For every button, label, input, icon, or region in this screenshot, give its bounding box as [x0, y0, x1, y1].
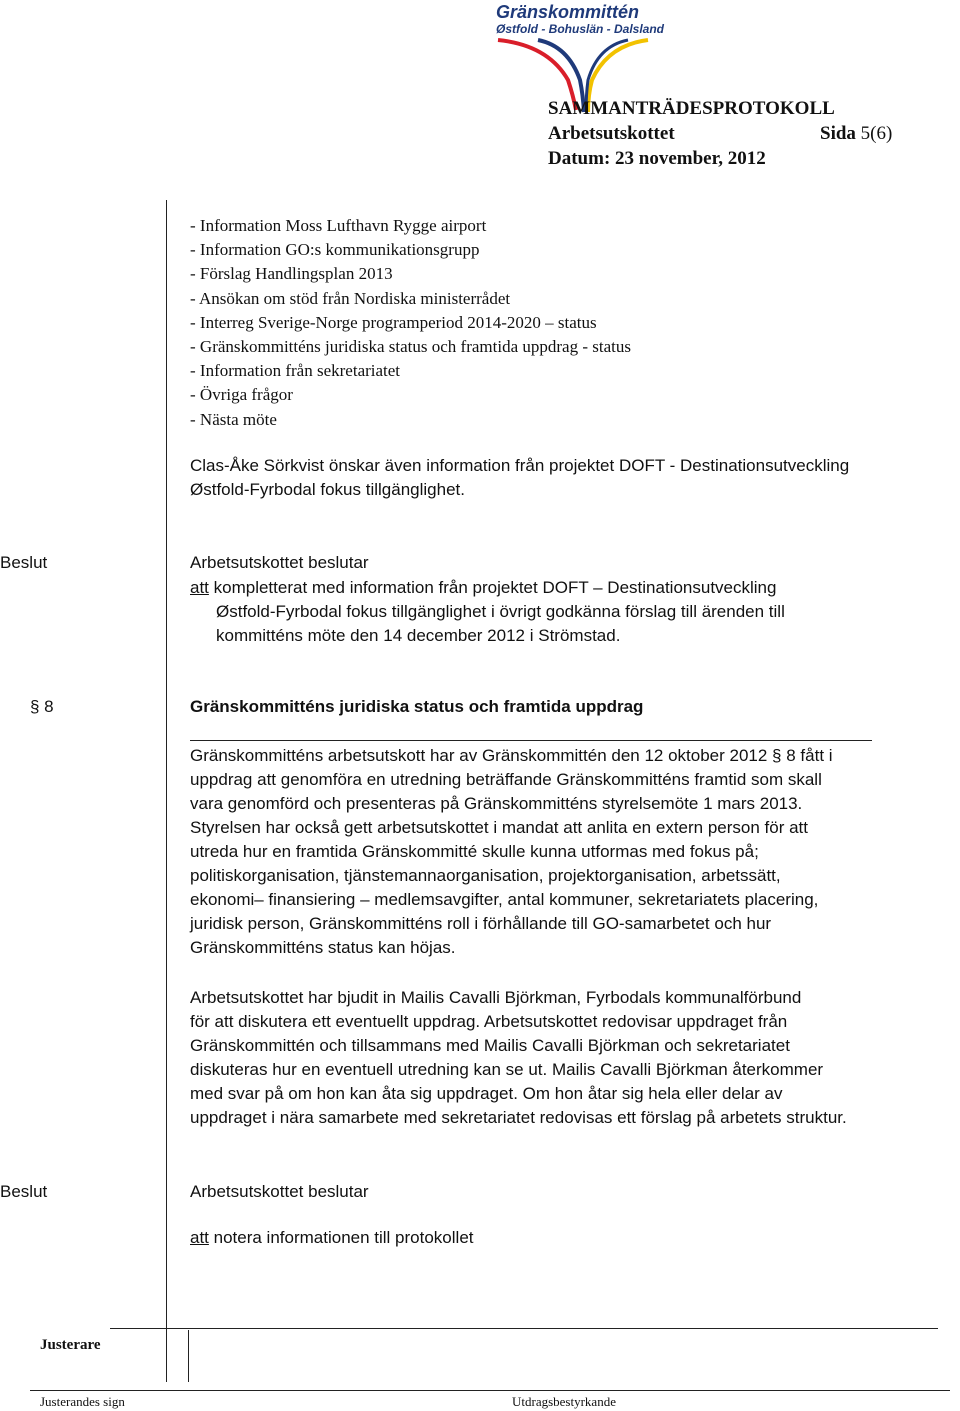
decision-line: kompletterat med information från projektet DOFT – Destinationsutveckling	[208, 578, 777, 597]
decision-label: Beslut	[0, 553, 48, 572]
meeting-date: Datum: 23 november, 2012	[548, 148, 766, 169]
decision-text	[190, 1226, 474, 1250]
decision-line: Østfold-Fyrbodal fokus tillgänglighet i övrigt godkänna förslag till ärenden till	[216, 602, 785, 621]
att-keyword: att	[190, 1228, 209, 1247]
note-line: Clas-Åke Sörkvist önskar även information från projektet DOFT - Destinationsutveckling	[190, 456, 850, 475]
section-title-rule	[190, 740, 872, 741]
section-paragraph	[190, 744, 833, 960]
paragraph-line: vara genomförd och presenteras på Gränskommitténs styrelsemöte 1 mars 2013.	[190, 794, 803, 813]
agenda-item: - Information från sekretariatet	[190, 361, 401, 381]
logo-subtitle: Østfold - Bohuslän - Dalsland	[496, 22, 665, 36]
footer-justerare: Justerare	[40, 1337, 101, 1353]
agenda-item: - Förslag Handlingsplan 2013	[190, 264, 393, 284]
agenda-item: - Information Moss Lufthavn Rygge airport	[190, 216, 487, 235]
page-indicator	[820, 123, 892, 145]
paragraph-line: Gränskommittén och tillsammans med Mailis Cavalli Björkman och sekretariatet	[190, 1036, 790, 1055]
paragraph-line: Arbetsutskottet har bjudit in Mailis Cavalli Björkman, Fyrbodals kommunalförbund	[190, 988, 802, 1007]
paragraph-line: med svar på om hon kan åta sig uppdraget. Om hon åtar sig hela eller delar av	[190, 1084, 783, 1103]
logo-title: Gränskommittén	[496, 2, 640, 22]
decision-label: Beslut	[0, 1182, 48, 1201]
agenda-item: - Nästa möte	[190, 409, 277, 429]
agenda-item: - Ansökan om stöd från Nordiska ministerrådet	[190, 288, 511, 308]
paragraph-line: uppdraget i nära samarbete med sekretariatet redovisas ett förslag på arbetets struktur.	[190, 1108, 847, 1127]
paragraph-line: uppdrag att genomföra en utredning beträffande Gränskommitténs framtid som skall	[190, 770, 822, 789]
page-label: Sida	[820, 123, 856, 144]
paragraph-line: politiskorganisation, tjänstemannaorganisation, projektorganisation, arbetssätt,	[190, 866, 781, 885]
paragraph-line: Gränskommitténs arbetsutskott har av Gränskommittén den 12 oktober 2012 § 8 fått i	[190, 746, 833, 765]
paragraph-line: ekonomi– finansiering – medlemsavgifter, antal kommuner, sekretariatets placering,	[190, 890, 819, 909]
section-number: § 8	[30, 697, 54, 716]
footer-bottom-rule	[30, 1390, 950, 1391]
paragraph-line: Styrelsen har också gett arbetsutskottet i mandat att anlita en extern person för att	[190, 818, 809, 837]
decision-intro: Arbetsutskottet beslutar	[190, 553, 369, 572]
note-line: Østfold-Fyrbodal fokus tillgänglighet.	[190, 480, 465, 499]
paragraph-line: diskuteras hur en eventuell utredning kan se ut. Mailis Cavalli Björkman återkommer	[190, 1060, 824, 1079]
footer-utdragsbestyrkande: Utdragsbestyrkande	[512, 1394, 616, 1409]
decision-intro: Arbetsutskottet beslutar	[190, 1182, 369, 1201]
paragraph-line: för att diskutera ett eventuellt uppdrag. Arbetsutskottet redovisar uppdraget från	[190, 1012, 788, 1031]
page-number: 5(6)	[860, 123, 893, 144]
committee-name: Arbetsutskottet	[548, 123, 675, 144]
decision-text	[190, 576, 776, 600]
att-keyword: att	[190, 578, 209, 597]
agenda-item: - Övriga frågor	[190, 385, 293, 405]
paragraph-line: juridisk person, Gränskommitténs roll i förhållande till GO-samarbetet och hur	[190, 914, 772, 933]
agenda-item: - Interreg Sverige-Norge programperiod 2014-2020 – status	[190, 312, 597, 332]
decision-line: kommitténs möte den 14 december 2012 i Strömstad.	[216, 626, 621, 645]
document-type: SAMMANTRÄDESPROTOKOLL	[548, 98, 835, 119]
footer-signature-divider	[188, 1330, 189, 1382]
footer-top-rule	[110, 1328, 938, 1329]
agenda-item: - Information GO:s kommunikationsgrupp	[190, 240, 480, 260]
paragraph-line: Gränskommitténs status kan höjas.	[190, 938, 456, 957]
section-title: Gränskommitténs juridiska status och framtida uppdrag	[190, 697, 644, 716]
paragraph-line: utreda hur en framtida Gränskommitté skulle kunna utformas med fokus på;	[190, 842, 759, 861]
decision-line: notera informationen till protokollet	[208, 1228, 474, 1247]
margin-divider-line	[166, 200, 167, 1382]
agenda-item: - Gränskommitténs juridiska status och framtida uppdrag - status	[190, 337, 631, 357]
footer-justerandes-sign: Justerandes sign	[40, 1394, 125, 1409]
section-paragraph	[190, 986, 847, 1130]
agenda-list	[190, 214, 631, 432]
